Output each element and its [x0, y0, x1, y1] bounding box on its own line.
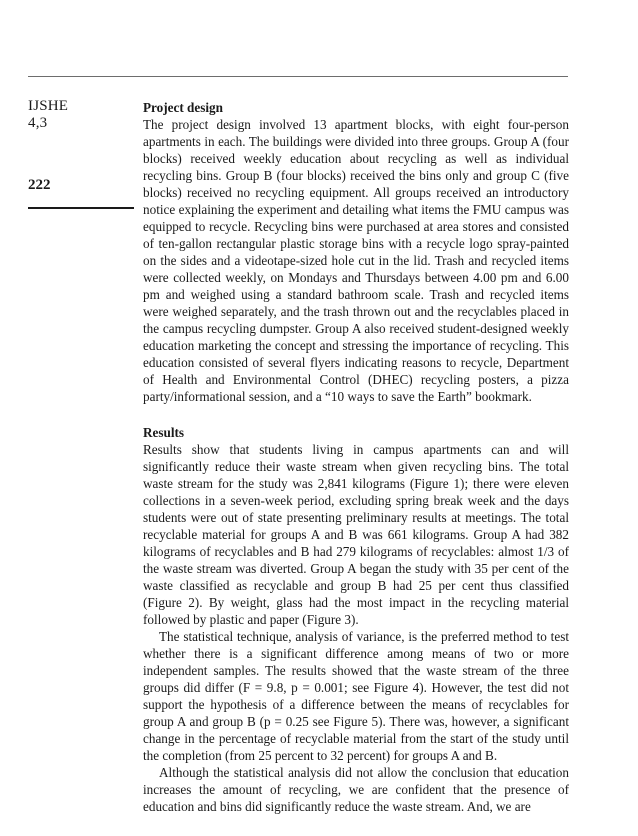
margin-column: [28, 98, 138, 209]
results-section: [143, 424, 569, 815]
project-design-section: [143, 99, 569, 405]
main-text: [143, 99, 569, 815]
header-rule: [28, 76, 568, 77]
volume-issue: 4,3: [28, 115, 48, 131]
results-paragraph-3: Although the statistical analysis did not allow the conclusion that education increases the amount of recycling, we are confident that the presence of education and bins did significantly reduce the waste stream. And, we are: [143, 765, 569, 814]
results-paragraph-2: The statistical technique, analysis of variance, is the preferred method to test whether there is a significant difference among means of two or more independent samples. The results showed that the waste stream of the three groups did differ (F = 9.8, p = 0.001; see Figure 4). However, the test did not support the hypothesis of a difference between the means of recyclables for group A and group B (p = 0.25 see Figure 5). There was, however, a significant change in the percentage of recyclable material from the start of the study until the completion (from 25 percent to 32 percent) for groups A and B.: [143, 629, 569, 763]
margin-rule: [28, 207, 134, 209]
results-heading: Results: [143, 425, 185, 440]
project-design-paragraph: The project design involved 13 apartment blocks, with eight four-person apartments in each. The buildings were divided into three groups. Group A (four blocks) received weekly education about recycling as well as individual recycling bins. Group B (four blocks) received the bins only and group C (five blocks) received no recycling equipment. All groups received an introductory notice explaining the experiment and detailing what items the FMU campus was equipped to recycle. Recycling bins were purchased at area stores and consisted of ten-gallon rectangular plastic storage bins with a recycle logo spray-painted on the sides and a videotape-sized hole cut in the lid. Trash and recycled items were collected weekly, on Mondays and Thursdays between 4.00 pm and 6.00 pm and weighed using a standard bathroom scale. Trash and recycled items were weighed separately, and the trash thrown out and the recyclables placed in the campus recycling dumpster. Group A also received student-designed weekly education marketing the concept and stressing the importance of recycling. This education consisted of several flyers indicating reasons to recycle, Department of Health and Environmental Control (DHEC) recycling posters, a pizza party/informational session, and a “10 ways to save the Earth” bookmark.: [143, 117, 569, 404]
project-design-heading: Project design: [143, 100, 223, 115]
page-number: 222: [28, 177, 51, 193]
journal-code: IJSHE: [28, 98, 69, 114]
results-paragraph-1: Results show that students living in campus apartments can and will significantly reduce their waste stream when given recycling bins. The total waste stream for the study was 2,841 kilograms (Figure 1); there were eleven collections in a seven-week period, excluding spring break week and the days students were out of state presenting preliminary results at meetings. The total recyclable material for groups A and B was 661 kilograms. Group A had 382 kilograms of recyclables and B had 279 kilograms of recyclables: almost 1/3 of the waste stream was diverted. Group A began the study with 35 per cent of the waste classified as recyclable and group B had 25 per cent thus classified (Figure 2). By weight, glass had the most impact in the recycling material followed by plastic and paper (Figure 3).: [143, 442, 569, 627]
